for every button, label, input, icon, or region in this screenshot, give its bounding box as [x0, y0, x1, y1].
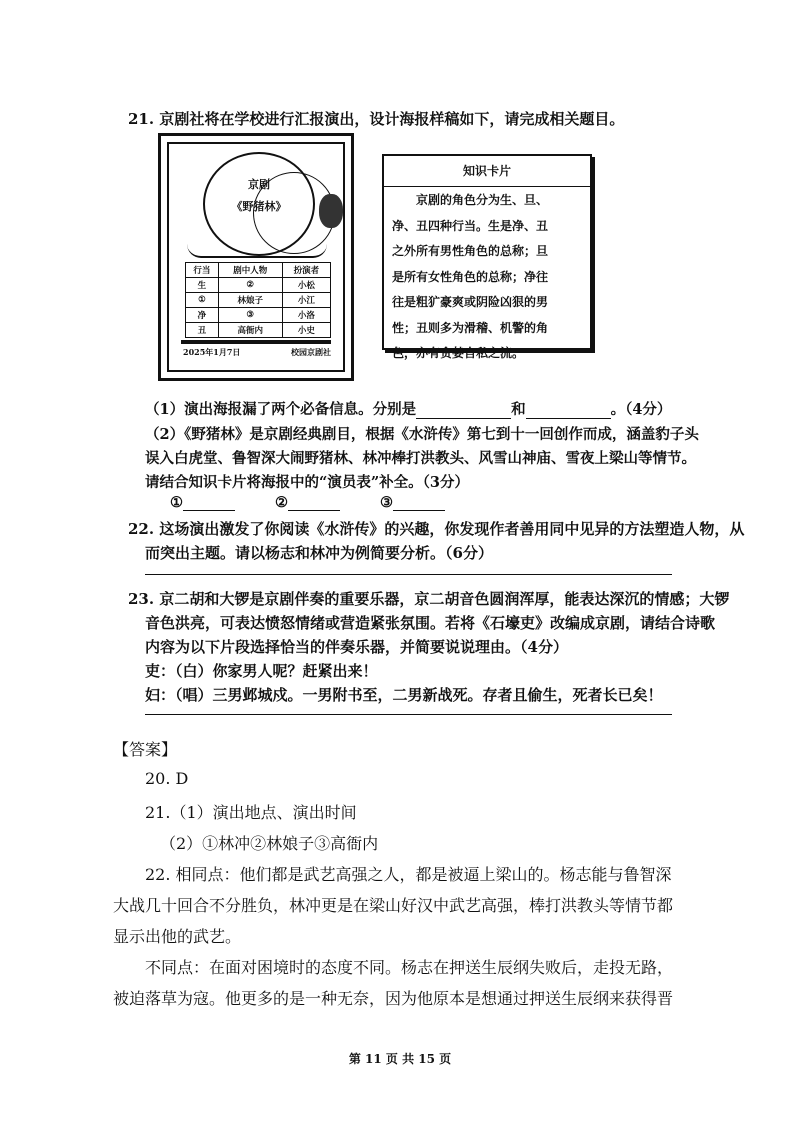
card-line: 京剧的角色分为生、旦、: [416, 193, 549, 207]
q22-line1: 22. 这场演出激发了你阅读《水浒传》的兴趣，你发现作者善用同中见异的方法塑造人物，从: [128, 520, 745, 538]
answer-22-line3: 显示出他的武艺。: [113, 927, 242, 946]
q23-line3: 内容为以下片段选择恰当的伴奏乐器，并简要说说理由。（4分）: [145, 638, 568, 656]
q21-part1-text-a: （1）演出海报漏了两个必备信息。分别是: [145, 401, 417, 418]
q21-part1-text-b: 和: [511, 401, 526, 418]
table-row: [186, 308, 331, 323]
answer-21-2: （2）①林冲②林娘子③高衙内: [160, 834, 379, 853]
card-line: 之外所有男性角色的总称；旦: [392, 244, 549, 258]
answer-blank[interactable]: [416, 402, 511, 419]
table-cell: 生: [186, 278, 219, 293]
table-cell: 小江: [282, 293, 330, 308]
table-header: 扮演者: [282, 263, 330, 278]
poster-title-top: 京剧: [248, 178, 270, 191]
blank-label-2: ②: [275, 494, 288, 511]
blank-label-3: ③: [380, 494, 393, 511]
answer-blank-2[interactable]: [288, 494, 340, 511]
table-cell: ②: [218, 278, 282, 293]
answer-22-line5: 被迫落草为寇。他更多的是一种无奈，因为他原本是想通过押送生辰纲来获得晋: [113, 989, 674, 1008]
q21-part2-line3: 请结合知识卡片将海报中的“演员表”补全。（3分）: [145, 474, 470, 491]
card-title: 知识卡片: [384, 156, 590, 187]
q22-line2: 而突出主题。请以杨志和林冲为例简要分析。（6分）: [145, 544, 493, 562]
answers-header: 【答案】: [113, 740, 178, 759]
answer-22-line4: 不同点：在面对困境时的态度不同。杨志在押送生辰纲失败后，走投无路，: [145, 958, 674, 977]
q23-line5: 妇：（唱）三男邺城戍。一男附书至，二男新战死。存者且偷生，死者长已矣！: [145, 686, 663, 704]
page-number: 第 11 页 共 15 页: [348, 1052, 452, 1066]
table-cell: 净: [186, 308, 219, 323]
poster-bar: [181, 340, 331, 344]
q23-line1: 23. 京二胡和大锣是京剧伴奏的重要乐器，京二胡音色圆润浑厚，能表达深沉的情感；大锣: [128, 590, 730, 608]
table-cell: 丑: [186, 323, 219, 338]
table-row: [186, 263, 331, 278]
table-cell: 小史: [282, 323, 330, 338]
q21-part1: [145, 398, 671, 419]
table-cell: 小松: [282, 278, 330, 293]
card-line: 色，亦有贪婪自私之流。: [392, 346, 525, 360]
q21-part2-line1: （2）《野猪林》是京剧经典剧目，根据《水浒传》第七到十一回创作而成，涵盖豹子头: [145, 426, 699, 443]
q23-line4: 吏：（白）你家男人呢？赶紧出来！: [145, 662, 378, 680]
answer-20: 20. D: [145, 769, 189, 788]
cast-table: [185, 262, 331, 338]
blank-label-1: ①: [170, 494, 183, 511]
opera-mask-icon: [319, 194, 343, 228]
table-row: [186, 293, 331, 308]
poster-frame: [167, 142, 345, 372]
q23-line2: 音色洪亮，可表达愤怒情绪或营造紧张氛围。若将《石壕吏》改编成京剧，请结合诗歌: [145, 614, 716, 632]
answer-22-line1: 22. 相同点：他们都是武艺高强之人，都是被逼上梁山的。杨志能与鲁智深: [145, 865, 672, 884]
q21-stem: 21. 京剧社将在学校进行汇报演出，设计海报样稿如下，请完成相关题目。: [128, 110, 625, 128]
table-cell: 林娘子: [218, 293, 282, 308]
poster-date: 2025年1月7日: [183, 347, 241, 357]
answer-22-line2: 大战几十回合不分胜负，林冲更是在梁山好汉中武艺高强，棒打洪教头等情节都: [113, 896, 674, 915]
card-line: 是所有女性角色的总称；净往: [392, 269, 549, 284]
answer-line[interactable]: [145, 574, 672, 575]
answer-line[interactable]: [145, 714, 672, 715]
answer-blank[interactable]: [526, 402, 611, 419]
cast-blanks: [170, 494, 445, 511]
card-body: [392, 188, 582, 367]
table-cell: 小洛: [282, 308, 330, 323]
poster-title-main: 《野猪林》: [231, 200, 287, 213]
card-line: 往是粗犷豪爽或阴险凶狠的男: [392, 295, 549, 309]
q21-part1-text-c: 。（4分）: [610, 401, 672, 418]
table-header: 行当: [186, 263, 219, 278]
table-cell: 高衙内: [218, 323, 282, 338]
table-header: 剧中人物: [218, 263, 282, 278]
poster-circle: [203, 152, 315, 256]
poster-roof: [187, 244, 327, 258]
poster: [158, 133, 354, 381]
q21-part2-line2: 误入白虎堂、鲁智深大闹野猪林、林冲棒打洪教头、风雪山神庙、雪夜上梁山等情节。: [145, 450, 696, 467]
answer-21-1: 21.（1）演出地点、演出时间: [145, 803, 357, 822]
table-row: [186, 323, 331, 338]
card-line: 性；丑则多为滑稽、机警的角: [392, 320, 549, 335]
answer-blank-3[interactable]: [393, 494, 445, 511]
poster-org: 校园京剧社: [291, 347, 331, 357]
knowledge-card: [382, 154, 592, 360]
table-cell: ①: [186, 293, 219, 308]
answer-blank-1[interactable]: [183, 494, 235, 511]
table-cell: ③: [218, 308, 282, 323]
table-row: [186, 278, 331, 293]
card-line: 净、丑四种行当。生是净、丑: [392, 218, 549, 233]
